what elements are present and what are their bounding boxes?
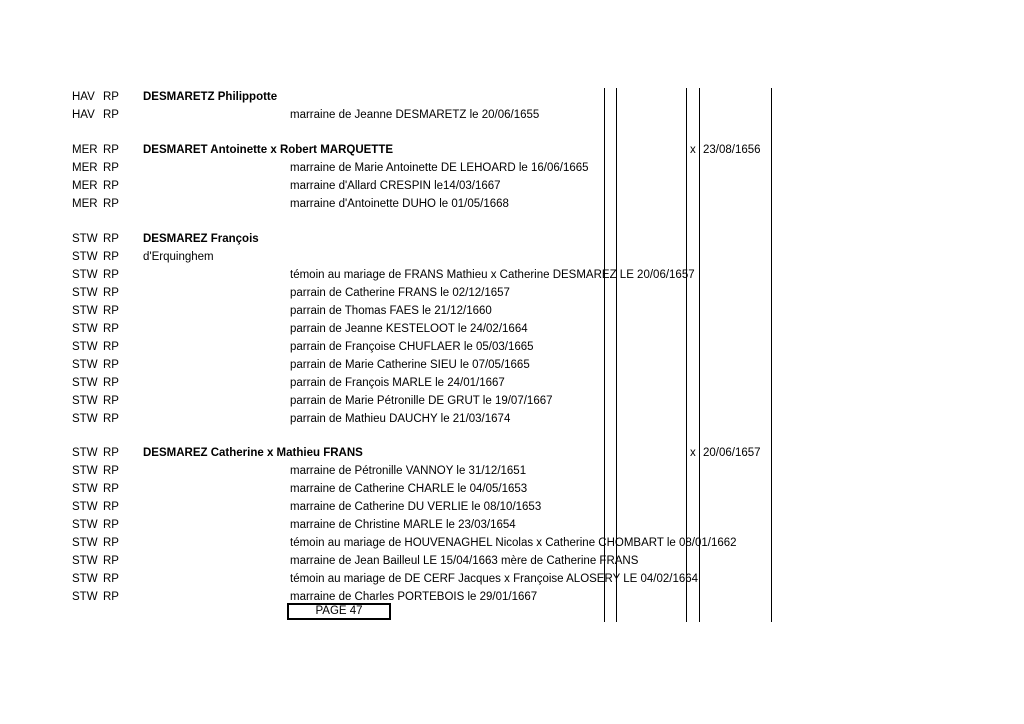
entry-text: témoin au mariage de HOUVENAGHEL Nicolas x Catherine CHOMBART le 08/01/1662 bbox=[290, 537, 737, 549]
entry-text: parrain de Jeanne KESTELOOT le 24/02/1664 bbox=[290, 323, 528, 335]
parish-code: STW bbox=[72, 501, 98, 513]
entry-text: marraine de Jeanne DESMARETZ le 20/06/1655 bbox=[290, 109, 540, 121]
parish-code: STW bbox=[72, 233, 98, 245]
entry-text: marraine de Christine MARLE le 23/03/1654 bbox=[290, 519, 516, 531]
entry-text: parrain de Françoise CHUFLAER le 05/03/1665 bbox=[290, 341, 534, 353]
parish-code: STW bbox=[72, 269, 98, 281]
parish-code: STW bbox=[72, 395, 98, 407]
person-name: DESMARET Antoinette x Robert MARQUETTE bbox=[143, 144, 394, 156]
person-name: DESMARETZ Philippotte bbox=[143, 91, 278, 103]
entry-text: marraine de Marie Antoinette DE LEHOARD le 16/06/1665 bbox=[290, 162, 589, 174]
parish-code: STW bbox=[72, 555, 98, 567]
entry-text: marraine de Pétronille VANNOY le 31/12/1651 bbox=[290, 465, 527, 477]
entry-text: témoin au mariage de DE CERF Jacques x Françoise ALOSERY LE 04/02/1664 bbox=[290, 573, 699, 585]
register-code: RP bbox=[103, 162, 119, 174]
entry-text: marraine de Charles PORTEBOIS le 29/01/1667 bbox=[290, 591, 538, 603]
entry-text: parrain de Marie Pétronille DE GRUT le 19/07/1667 bbox=[290, 395, 553, 407]
entry-text: marraine de Catherine CHARLE le 04/05/1653 bbox=[290, 483, 528, 495]
register-code: RP bbox=[103, 144, 119, 156]
register-code: RP bbox=[103, 413, 119, 425]
register-code: RP bbox=[103, 573, 119, 585]
register-code: RP bbox=[103, 180, 119, 192]
parish-code: STW bbox=[72, 341, 98, 353]
register-code: RP bbox=[103, 269, 119, 281]
entry-text: marraine de Catherine DU VERLIE le 08/10/1653 bbox=[290, 501, 542, 513]
parish-code: STW bbox=[72, 591, 98, 603]
parish-code: STW bbox=[72, 377, 98, 389]
parish-code: HAV bbox=[72, 109, 95, 121]
parish-code: STW bbox=[72, 305, 98, 317]
page-number: PAGE 47 bbox=[287, 603, 391, 620]
person-name: d'Erquinghem bbox=[143, 251, 214, 263]
parish-code: MER bbox=[72, 144, 98, 156]
register-code: RP bbox=[103, 323, 119, 335]
marriage-date: 23/08/1656 bbox=[703, 144, 761, 156]
entry-text: témoin au mariage de FRANS Mathieu x Catherine DESMAREZ LE 20/06/1657 bbox=[290, 269, 695, 281]
marriage-mark: x bbox=[690, 447, 696, 459]
register-code: RP bbox=[103, 251, 119, 263]
register-code: RP bbox=[103, 377, 119, 389]
register-code: RP bbox=[103, 465, 119, 477]
person-name: DESMAREZ Catherine x Mathieu FRANS bbox=[143, 447, 363, 459]
register-code: RP bbox=[103, 233, 119, 245]
register-code: RP bbox=[103, 501, 119, 513]
parish-code: STW bbox=[72, 573, 98, 585]
entry-text: parrain de Catherine FRANS le 02/12/1657 bbox=[290, 287, 510, 299]
parish-code: HAV bbox=[72, 91, 95, 103]
parish-code: MER bbox=[72, 198, 98, 210]
register-code: RP bbox=[103, 91, 119, 103]
parish-code: STW bbox=[72, 287, 98, 299]
register-code: RP bbox=[103, 305, 119, 317]
parish-code: STW bbox=[72, 413, 98, 425]
parish-code: STW bbox=[72, 519, 98, 531]
entry-text: marraine d'Antoinette DUHO le 01/05/1668 bbox=[290, 198, 509, 210]
register-code: RP bbox=[103, 591, 119, 603]
parish-code: STW bbox=[72, 359, 98, 371]
entry-text: marraine de Jean Bailleul LE 15/04/1663 mère de Catherine FRANS bbox=[290, 555, 639, 567]
parish-code: STW bbox=[72, 537, 98, 549]
parish-code: STW bbox=[72, 465, 98, 477]
person-name: DESMAREZ François bbox=[143, 233, 259, 245]
register-code: RP bbox=[103, 198, 119, 210]
parish-code: STW bbox=[72, 483, 98, 495]
column-rule bbox=[771, 88, 772, 622]
parish-code: STW bbox=[72, 323, 98, 335]
entry-text: parrain de Thomas FAES le 21/12/1660 bbox=[290, 305, 492, 317]
entry-text: parrain de Mathieu DAUCHY le 21/03/1674 bbox=[290, 413, 511, 425]
register-code: RP bbox=[103, 537, 119, 549]
register-code: RP bbox=[103, 359, 119, 371]
parish-code: STW bbox=[72, 251, 98, 263]
register-code: RP bbox=[103, 483, 119, 495]
parish-code: MER bbox=[72, 180, 98, 192]
register-code: RP bbox=[103, 395, 119, 407]
entry-text: marraine d'Allard CRESPIN le14/03/1667 bbox=[290, 180, 501, 192]
marriage-mark: x bbox=[690, 144, 696, 156]
register-code: RP bbox=[103, 447, 119, 459]
parish-code: STW bbox=[72, 447, 98, 459]
parish-code: MER bbox=[72, 162, 98, 174]
entry-text: parrain de François MARLE le 24/01/1667 bbox=[290, 377, 505, 389]
register-code: RP bbox=[103, 519, 119, 531]
entry-text: parrain de Marie Catherine SIEU le 07/05/1665 bbox=[290, 359, 530, 371]
register-code: RP bbox=[103, 555, 119, 567]
marriage-date: 20/06/1657 bbox=[703, 447, 761, 459]
register-code: RP bbox=[103, 287, 119, 299]
register-code: RP bbox=[103, 341, 119, 353]
register-code: RP bbox=[103, 109, 119, 121]
